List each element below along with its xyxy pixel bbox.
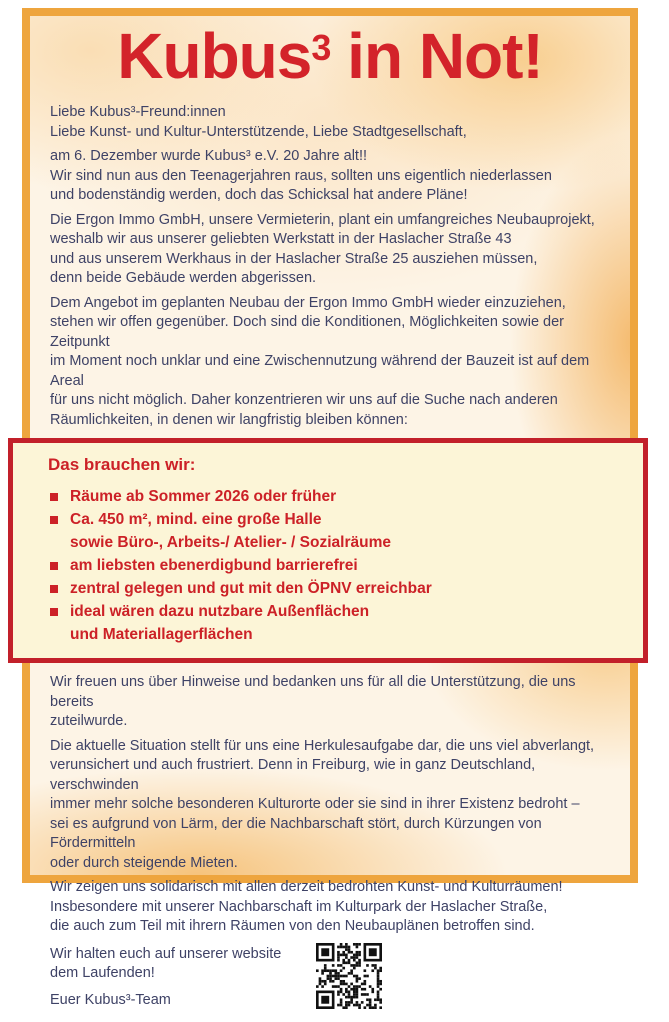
needs-item-size: [48, 508, 623, 554]
flyer-frame: [22, 8, 638, 1008]
signoff: Euer Kubus³-Team: [50, 991, 171, 1008]
title-superscript: 3: [311, 27, 331, 68]
square-bullet-icon: [50, 493, 58, 501]
website-note: Wir halten euch auf unserer website dem Laufenden!: [50, 945, 282, 982]
footer-text-block: [50, 945, 312, 1022]
needs-item-central: [48, 577, 623, 600]
title-word: Kubus: [117, 20, 312, 92]
paragraph-solidarity: Wir zeigen uns solidarisch mit allen derzeit bedrohten Kunst- und Kulturräumen! Insbesondere mit unserer Nachbarschaft im Kulturpark der Haslacher Straße, die auch zum Teil mit ihrern Räumen von den Neubauplänen betroffen sind.: [50, 879, 563, 935]
flyer-content: [30, 20, 630, 1008]
needs-item-text: zentral gelegen und gut mit den ÖPNV erreichbar: [70, 580, 432, 598]
needs-item-text: Räume ab Sommer 2026 oder früher: [70, 488, 337, 506]
square-bullet-icon: [50, 516, 58, 524]
footer: [42, 945, 618, 1022]
needs-item-text: am liebsten ebenerdigbund barrierefrei: [70, 557, 358, 575]
qr-code-icon: [316, 943, 382, 1009]
title-rest: in Not!: [330, 20, 543, 92]
paragraph-greeting: Liebe Kubus³-Freund:innen Liebe Kunst- und Kultur-Unterstützende, Liebe Stadtgesellschaft,: [50, 104, 467, 140]
paragraph-ergon: Die Ergon Immo GmbH, unsere Vermieterin, plant ein umfangreiches Neubauprojekt, weshalb wir aus unserer geliebten Werkstatt in der Haslacher Straße 43 und aus unserem Werkhaus in der Haslacher Straße 25 ausziehen müssen, denn beide Gebäude werden abgerissen.: [50, 211, 595, 287]
paragraph-situation: Die aktuelle Situation stellt für uns eine Herkulesaufgabe dar, die uns viel abverlangt, verunsichert und auch frustriert. Denn in Freiburg, wie in ganz Deutschland, verschwinden immer mehr solche besonderen Kulturorte oder sie sind in ihrer Existenz bedroht – sei es aufgrund von Lärm, der die Nachbarschaft stört, durch Kürzungen von Fördermitteln oder durch steigende Mieten.: [50, 737, 595, 871]
page-title: [42, 20, 618, 92]
needs-item-accessible: [48, 554, 623, 577]
needs-item-outdoor: [48, 600, 623, 646]
paragraph-thanks: Wir freuen uns über Hinweise und bedanken uns für all die Unterstützung, die uns bereits zuteilwurde.: [50, 674, 576, 730]
needs-item-rooms: [48, 485, 623, 508]
square-bullet-icon: [50, 585, 58, 593]
paragraph-offer: Dem Angebot im geplanten Neubau der Ergon Immo GmbH wieder einzuziehen, stehen wir offen gegenüber. Doch sind die Konditionen, Möglichkeiten sowie der Zeitpunkt im Moment noch unklar und eine Zwischennutzung während der Bauzeit ist auf dem Areal für uns nicht möglich. Daher konzentrieren wir uns auf die Suche nach anderen Räumlichkeiten, in denen wir langfristig bleiben können:: [50, 294, 590, 428]
needs-box: [8, 438, 648, 663]
needs-item-text: Ca. 450 m², mind. eine große Halle sowie Büro-, Arbeits-/ Atelier- / Sozialräume: [70, 511, 391, 552]
square-bullet-icon: [50, 608, 58, 616]
needs-item-text: ideal wären dazu nutzbare Außenflächen und Materiallagerflächen: [70, 603, 370, 644]
paragraph-birthday: am 6. Dezember wurde Kubus³ e.V. 20 Jahre alt!! Wir sind nun aus den Teenagerjahren raus, sollten uns eigentlich niederlassen und bodenständig werden, doch das Schicksal hat andere Pläne!: [50, 148, 552, 204]
needs-box-heading: Das brauchen wir:: [48, 455, 196, 475]
square-bullet-icon: [50, 562, 58, 570]
